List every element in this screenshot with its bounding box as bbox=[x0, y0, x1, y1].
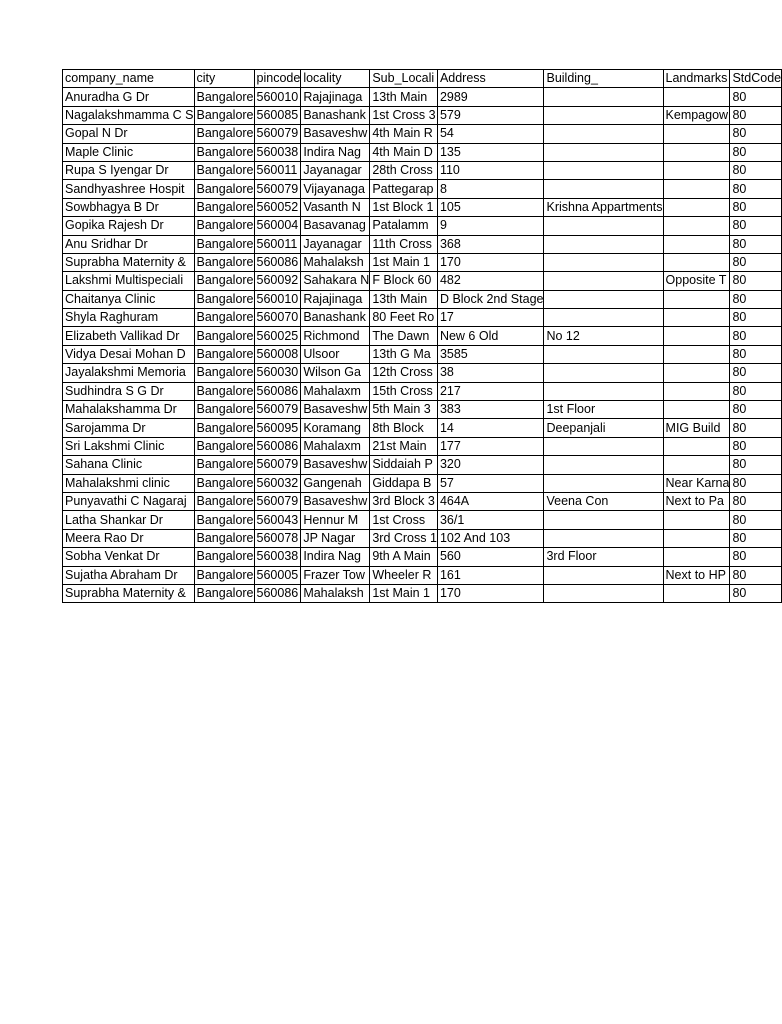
table-row bbox=[63, 401, 782, 419]
cell-locality: Banashank bbox=[301, 106, 370, 124]
cell-building bbox=[544, 382, 663, 400]
cell-landmarks: MIG Build bbox=[663, 419, 730, 437]
cell-address: 102 And 103 bbox=[437, 529, 544, 547]
cell-building bbox=[544, 290, 663, 308]
cell-stdcode: 80 bbox=[730, 419, 782, 437]
table-body bbox=[63, 88, 782, 603]
header-cell-building: Building_ bbox=[544, 70, 663, 88]
cell-city: Bangalore bbox=[194, 198, 254, 216]
cell-building bbox=[544, 106, 663, 124]
cell-stdcode: 80 bbox=[730, 401, 782, 419]
cell-stdcode: 80 bbox=[730, 106, 782, 124]
cell-building bbox=[544, 456, 663, 474]
header-cell-sub-locality: Sub_Locali bbox=[370, 70, 438, 88]
table-row bbox=[63, 143, 782, 161]
cell-building bbox=[544, 161, 663, 179]
cell-pincode: 560010 bbox=[254, 290, 301, 308]
cell-stdcode: 80 bbox=[730, 180, 782, 198]
cell-pincode: 560078 bbox=[254, 529, 301, 547]
cell-building bbox=[544, 217, 663, 235]
cell-company-name: Meera Rao Dr bbox=[63, 529, 195, 547]
cell-sub-locality: Giddapa B bbox=[370, 474, 438, 492]
cell-building bbox=[544, 272, 663, 290]
cell-address: 105 bbox=[437, 198, 544, 216]
cell-pincode: 560038 bbox=[254, 143, 301, 161]
cell-building: Krishna Appartments bbox=[544, 198, 663, 216]
cell-locality: Basaveshw bbox=[301, 125, 370, 143]
cell-address: 14 bbox=[437, 419, 544, 437]
header-row bbox=[63, 70, 782, 88]
cell-building bbox=[544, 235, 663, 253]
cell-building bbox=[544, 180, 663, 198]
table-row bbox=[63, 382, 782, 400]
header-cell-company-name: company_name bbox=[63, 70, 195, 88]
cell-sub-locality: 4th Main R bbox=[370, 125, 438, 143]
cell-sub-locality: Siddaiah P bbox=[370, 456, 438, 474]
cell-sub-locality: 11th Cross bbox=[370, 235, 438, 253]
cell-landmarks: Near Karna bbox=[663, 474, 730, 492]
table-row bbox=[63, 198, 782, 216]
cell-building bbox=[544, 125, 663, 143]
cell-pincode: 560005 bbox=[254, 566, 301, 584]
cell-locality: Koramang bbox=[301, 419, 370, 437]
cell-stdcode: 80 bbox=[730, 88, 782, 106]
cell-city: Bangalore bbox=[194, 345, 254, 363]
cell-sub-locality: 21st Main bbox=[370, 437, 438, 455]
cell-city: Bangalore bbox=[194, 217, 254, 235]
cell-company-name: Sahana Clinic bbox=[63, 456, 195, 474]
cell-address: 3585 bbox=[437, 345, 544, 363]
table-row bbox=[63, 529, 782, 547]
cell-address: 161 bbox=[437, 566, 544, 584]
cell-locality: Richmond bbox=[301, 327, 370, 345]
cell-company-name: Elizabeth Vallikad Dr bbox=[63, 327, 195, 345]
cell-city: Bangalore bbox=[194, 272, 254, 290]
cell-stdcode: 80 bbox=[730, 198, 782, 216]
cell-building bbox=[544, 345, 663, 363]
cell-landmarks bbox=[663, 290, 730, 308]
cell-locality: Mahalaxm bbox=[301, 437, 370, 455]
table-row bbox=[63, 235, 782, 253]
header-cell-city: city bbox=[194, 70, 254, 88]
header-cell-pincode: pincode bbox=[254, 70, 301, 88]
cell-stdcode: 80 bbox=[730, 327, 782, 345]
cell-landmarks: Next to HP bbox=[663, 566, 730, 584]
cell-city: Bangalore bbox=[194, 566, 254, 584]
cell-sub-locality: 1st Main 1 bbox=[370, 584, 438, 602]
cell-stdcode: 80 bbox=[730, 511, 782, 529]
cell-locality: Vasanth N bbox=[301, 198, 370, 216]
table-row bbox=[63, 456, 782, 474]
cell-sub-locality: 4th Main D bbox=[370, 143, 438, 161]
cell-stdcode: 80 bbox=[730, 474, 782, 492]
cell-city: Bangalore bbox=[194, 492, 254, 510]
cell-locality: Wilson Ga bbox=[301, 364, 370, 382]
cell-landmarks: Opposite T bbox=[663, 272, 730, 290]
cell-locality: Basaveshw bbox=[301, 401, 370, 419]
cell-sub-locality: Wheeler R bbox=[370, 566, 438, 584]
cell-stdcode: 80 bbox=[730, 364, 782, 382]
cell-locality: Hennur M bbox=[301, 511, 370, 529]
header-cell-landmarks: Landmarks bbox=[663, 70, 730, 88]
cell-sub-locality: 9th A Main bbox=[370, 548, 438, 566]
cell-building bbox=[544, 143, 663, 161]
cell-landmarks bbox=[663, 217, 730, 235]
cell-stdcode: 80 bbox=[730, 290, 782, 308]
cell-pincode: 560070 bbox=[254, 309, 301, 327]
cell-locality: Basaveshw bbox=[301, 492, 370, 510]
cell-landmarks bbox=[663, 143, 730, 161]
cell-pincode: 560011 bbox=[254, 235, 301, 253]
cell-building bbox=[544, 474, 663, 492]
cell-pincode: 560095 bbox=[254, 419, 301, 437]
cell-stdcode: 80 bbox=[730, 125, 782, 143]
cell-locality: Basaveshw bbox=[301, 456, 370, 474]
cell-stdcode: 80 bbox=[730, 492, 782, 510]
cell-landmarks bbox=[663, 253, 730, 271]
header-cell-stdcode: StdCode bbox=[730, 70, 782, 88]
cell-sub-locality: 8th Block bbox=[370, 419, 438, 437]
cell-city: Bangalore bbox=[194, 401, 254, 419]
cell-landmarks bbox=[663, 401, 730, 419]
cell-landmarks bbox=[663, 511, 730, 529]
table-row bbox=[63, 345, 782, 363]
cell-stdcode: 80 bbox=[730, 235, 782, 253]
table-row bbox=[63, 106, 782, 124]
cell-address: 9 bbox=[437, 217, 544, 235]
cell-company-name: Jayalakshmi Memoria bbox=[63, 364, 195, 382]
table-row bbox=[63, 566, 782, 584]
cell-sub-locality: 5th Main 3 bbox=[370, 401, 438, 419]
cell-city: Bangalore bbox=[194, 143, 254, 161]
table-row bbox=[63, 492, 782, 510]
cell-address: 57 bbox=[437, 474, 544, 492]
table-row bbox=[63, 217, 782, 235]
cell-address: 217 bbox=[437, 382, 544, 400]
cell-sub-locality: 13th Main bbox=[370, 88, 438, 106]
cell-address: 170 bbox=[437, 584, 544, 602]
cell-city: Bangalore bbox=[194, 584, 254, 602]
cell-company-name: Gopal N Dr bbox=[63, 125, 195, 143]
cell-pincode: 560085 bbox=[254, 106, 301, 124]
cell-locality: Indira Nag bbox=[301, 548, 370, 566]
table-row bbox=[63, 364, 782, 382]
cell-pincode: 560079 bbox=[254, 456, 301, 474]
cell-pincode: 560086 bbox=[254, 253, 301, 271]
cell-company-name: Maple Clinic bbox=[63, 143, 195, 161]
cell-stdcode: 80 bbox=[730, 456, 782, 474]
table-row bbox=[63, 272, 782, 290]
cell-locality: Jayanagar bbox=[301, 235, 370, 253]
cell-landmarks bbox=[663, 584, 730, 602]
cell-sub-locality: 28th Cross bbox=[370, 161, 438, 179]
cell-company-name: Shyla Raghuram bbox=[63, 309, 195, 327]
cell-company-name: Sri Lakshmi Clinic bbox=[63, 437, 195, 455]
cell-city: Bangalore bbox=[194, 456, 254, 474]
cell-address: 170 bbox=[437, 253, 544, 271]
cell-landmarks bbox=[663, 456, 730, 474]
cell-stdcode: 80 bbox=[730, 253, 782, 271]
cell-city: Bangalore bbox=[194, 382, 254, 400]
cell-stdcode: 80 bbox=[730, 143, 782, 161]
cell-address: 110 bbox=[437, 161, 544, 179]
cell-address: 36/1 bbox=[437, 511, 544, 529]
cell-company-name: Latha Shankar Dr bbox=[63, 511, 195, 529]
cell-company-name: Sobha Venkat Dr bbox=[63, 548, 195, 566]
cell-locality: Basavanag bbox=[301, 217, 370, 235]
cell-landmarks bbox=[663, 180, 730, 198]
cell-pincode: 560086 bbox=[254, 437, 301, 455]
table-row bbox=[63, 125, 782, 143]
cell-locality: Jayanagar bbox=[301, 161, 370, 179]
header-cell-locality: locality bbox=[301, 70, 370, 88]
cell-stdcode: 80 bbox=[730, 566, 782, 584]
cell-city: Bangalore bbox=[194, 290, 254, 308]
cell-pincode: 560025 bbox=[254, 327, 301, 345]
cell-stdcode: 80 bbox=[730, 382, 782, 400]
cell-company-name: Suprabha Maternity & bbox=[63, 253, 195, 271]
cell-sub-locality: 80 Feet Ro bbox=[370, 309, 438, 327]
cell-city: Bangalore bbox=[194, 106, 254, 124]
cell-building bbox=[544, 566, 663, 584]
cell-pincode: 560079 bbox=[254, 180, 301, 198]
cell-sub-locality: F Block 60 bbox=[370, 272, 438, 290]
cell-building bbox=[544, 253, 663, 271]
cell-company-name: Sudhindra S G Dr bbox=[63, 382, 195, 400]
cell-city: Bangalore bbox=[194, 474, 254, 492]
cell-building bbox=[544, 437, 663, 455]
cell-sub-locality: 13th Main bbox=[370, 290, 438, 308]
cell-company-name: Anu Sridhar Dr bbox=[63, 235, 195, 253]
cell-city: Bangalore bbox=[194, 327, 254, 345]
cell-address: 482 bbox=[437, 272, 544, 290]
cell-address: 560 bbox=[437, 548, 544, 566]
cell-locality: Mahalaksh bbox=[301, 253, 370, 271]
cell-pincode: 560092 bbox=[254, 272, 301, 290]
cell-stdcode: 80 bbox=[730, 548, 782, 566]
cell-stdcode: 80 bbox=[730, 529, 782, 547]
cell-city: Bangalore bbox=[194, 529, 254, 547]
cell-locality: Frazer Tow bbox=[301, 566, 370, 584]
cell-address: D Block 2nd Stage bbox=[437, 290, 544, 308]
cell-sub-locality: Patalamm bbox=[370, 217, 438, 235]
cell-company-name: Sandhyashree Hospit bbox=[63, 180, 195, 198]
cell-landmarks bbox=[663, 345, 730, 363]
cell-building bbox=[544, 529, 663, 547]
cell-building bbox=[544, 364, 663, 382]
cell-company-name: Rupa S Iyengar Dr bbox=[63, 161, 195, 179]
cell-sub-locality: Pattegarap bbox=[370, 180, 438, 198]
cell-pincode: 560079 bbox=[254, 125, 301, 143]
table-row bbox=[63, 88, 782, 106]
table-row bbox=[63, 419, 782, 437]
cell-address: 383 bbox=[437, 401, 544, 419]
cell-building: Deepanjali bbox=[544, 419, 663, 437]
table-row bbox=[63, 584, 782, 602]
table-row bbox=[63, 511, 782, 529]
cell-city: Bangalore bbox=[194, 161, 254, 179]
cell-locality: Rajajinaga bbox=[301, 88, 370, 106]
cell-stdcode: 80 bbox=[730, 584, 782, 602]
cell-stdcode: 80 bbox=[730, 309, 782, 327]
cell-landmarks bbox=[663, 548, 730, 566]
cell-landmarks bbox=[663, 382, 730, 400]
cell-building bbox=[544, 309, 663, 327]
cell-address: 579 bbox=[437, 106, 544, 124]
cell-locality: Mahalaxm bbox=[301, 382, 370, 400]
cell-landmarks bbox=[663, 88, 730, 106]
cell-company-name: Sowbhagya B Dr bbox=[63, 198, 195, 216]
cell-city: Bangalore bbox=[194, 548, 254, 566]
cell-pincode: 560010 bbox=[254, 88, 301, 106]
cell-address: 17 bbox=[437, 309, 544, 327]
cell-stdcode: 80 bbox=[730, 437, 782, 455]
cell-locality: Banashank bbox=[301, 309, 370, 327]
table-row bbox=[63, 290, 782, 308]
cell-landmarks bbox=[663, 327, 730, 345]
cell-company-name: Gopika Rajesh Dr bbox=[63, 217, 195, 235]
cell-landmarks bbox=[663, 235, 730, 253]
header-cell-address: Address bbox=[437, 70, 544, 88]
cell-locality: Sahakara N bbox=[301, 272, 370, 290]
cell-pincode: 560011 bbox=[254, 161, 301, 179]
cell-sub-locality: 1st Main 1 bbox=[370, 253, 438, 271]
cell-city: Bangalore bbox=[194, 235, 254, 253]
cell-sub-locality: 15th Cross bbox=[370, 382, 438, 400]
cell-locality: Mahalaksh bbox=[301, 584, 370, 602]
cell-company-name: Mahalakshamma Dr bbox=[63, 401, 195, 419]
cell-company-name: Mahalakshmi clinic bbox=[63, 474, 195, 492]
cell-address: 2989 bbox=[437, 88, 544, 106]
cell-building: Veena Con bbox=[544, 492, 663, 510]
cell-building: No 12 bbox=[544, 327, 663, 345]
cell-city: Bangalore bbox=[194, 364, 254, 382]
cell-landmarks bbox=[663, 437, 730, 455]
cell-locality: Rajajinaga bbox=[301, 290, 370, 308]
cell-city: Bangalore bbox=[194, 511, 254, 529]
cell-landmarks bbox=[663, 161, 730, 179]
cell-company-name: Chaitanya Clinic bbox=[63, 290, 195, 308]
cell-sub-locality: 1st Block 1 bbox=[370, 198, 438, 216]
cell-pincode: 560008 bbox=[254, 345, 301, 363]
cell-stdcode: 80 bbox=[730, 345, 782, 363]
cell-company-name: Suprabha Maternity & bbox=[63, 584, 195, 602]
cell-locality: Vijayanaga bbox=[301, 180, 370, 198]
cell-landmarks bbox=[663, 125, 730, 143]
cell-landmarks bbox=[663, 198, 730, 216]
cell-city: Bangalore bbox=[194, 180, 254, 198]
cell-address: 177 bbox=[437, 437, 544, 455]
cell-address: 135 bbox=[437, 143, 544, 161]
cell-landmarks: Kempagow bbox=[663, 106, 730, 124]
cell-sub-locality: The Dawn bbox=[370, 327, 438, 345]
cell-sub-locality: 12th Cross bbox=[370, 364, 438, 382]
cell-building bbox=[544, 88, 663, 106]
cell-city: Bangalore bbox=[194, 309, 254, 327]
table-row bbox=[63, 253, 782, 271]
cell-pincode: 560004 bbox=[254, 217, 301, 235]
table-row bbox=[63, 437, 782, 455]
cell-building bbox=[544, 511, 663, 529]
table-row bbox=[63, 327, 782, 345]
cell-company-name: Lakshmi Multispeciali bbox=[63, 272, 195, 290]
cell-stdcode: 80 bbox=[730, 272, 782, 290]
cell-landmarks bbox=[663, 309, 730, 327]
cell-pincode: 560030 bbox=[254, 364, 301, 382]
cell-locality: Indira Nag bbox=[301, 143, 370, 161]
cell-pincode: 560052 bbox=[254, 198, 301, 216]
cell-pincode: 560086 bbox=[254, 382, 301, 400]
cell-address: 38 bbox=[437, 364, 544, 382]
table-row bbox=[63, 180, 782, 198]
cell-company-name: Anuradha G Dr bbox=[63, 88, 195, 106]
cell-city: Bangalore bbox=[194, 88, 254, 106]
cell-building bbox=[544, 584, 663, 602]
cell-company-name: Nagalakshmamma C S bbox=[63, 106, 195, 124]
cell-pincode: 560038 bbox=[254, 548, 301, 566]
cell-locality: JP Nagar bbox=[301, 529, 370, 547]
cell-city: Bangalore bbox=[194, 437, 254, 455]
table-row bbox=[63, 161, 782, 179]
cell-landmarks: Next to Pa bbox=[663, 492, 730, 510]
cell-pincode: 560086 bbox=[254, 584, 301, 602]
cell-company-name: Sarojamma Dr bbox=[63, 419, 195, 437]
cell-sub-locality: 1st Cross bbox=[370, 511, 438, 529]
table-row bbox=[63, 474, 782, 492]
cell-city: Bangalore bbox=[194, 125, 254, 143]
cell-pincode: 560032 bbox=[254, 474, 301, 492]
cell-pincode: 560043 bbox=[254, 511, 301, 529]
table-row bbox=[63, 548, 782, 566]
cell-city: Bangalore bbox=[194, 419, 254, 437]
cell-address: 54 bbox=[437, 125, 544, 143]
table-row bbox=[63, 309, 782, 327]
spreadsheet-table bbox=[62, 69, 782, 603]
cell-locality: Gangenah bbox=[301, 474, 370, 492]
cell-locality: Ulsoor bbox=[301, 345, 370, 363]
cell-building: 1st Floor bbox=[544, 401, 663, 419]
cell-sub-locality: 13th G Ma bbox=[370, 345, 438, 363]
cell-address: 8 bbox=[437, 180, 544, 198]
cell-address: New 6 Old bbox=[437, 327, 544, 345]
cell-city: Bangalore bbox=[194, 253, 254, 271]
cell-landmarks bbox=[663, 364, 730, 382]
cell-sub-locality: 3rd Block 3 bbox=[370, 492, 438, 510]
cell-address: 320 bbox=[437, 456, 544, 474]
cell-company-name: Vidya Desai Mohan D bbox=[63, 345, 195, 363]
cell-company-name: Punyavathi C Nagaraj bbox=[63, 492, 195, 510]
cell-building: 3rd Floor bbox=[544, 548, 663, 566]
cell-stdcode: 80 bbox=[730, 161, 782, 179]
cell-pincode: 560079 bbox=[254, 492, 301, 510]
cell-pincode: 560079 bbox=[254, 401, 301, 419]
cell-address: 368 bbox=[437, 235, 544, 253]
cell-stdcode: 80 bbox=[730, 217, 782, 235]
cell-company-name: Sujatha Abraham Dr bbox=[63, 566, 195, 584]
cell-sub-locality: 1st Cross 3 bbox=[370, 106, 438, 124]
cell-sub-locality: 3rd Cross 1 bbox=[370, 529, 438, 547]
cell-landmarks bbox=[663, 529, 730, 547]
cell-address: 464A bbox=[437, 492, 544, 510]
